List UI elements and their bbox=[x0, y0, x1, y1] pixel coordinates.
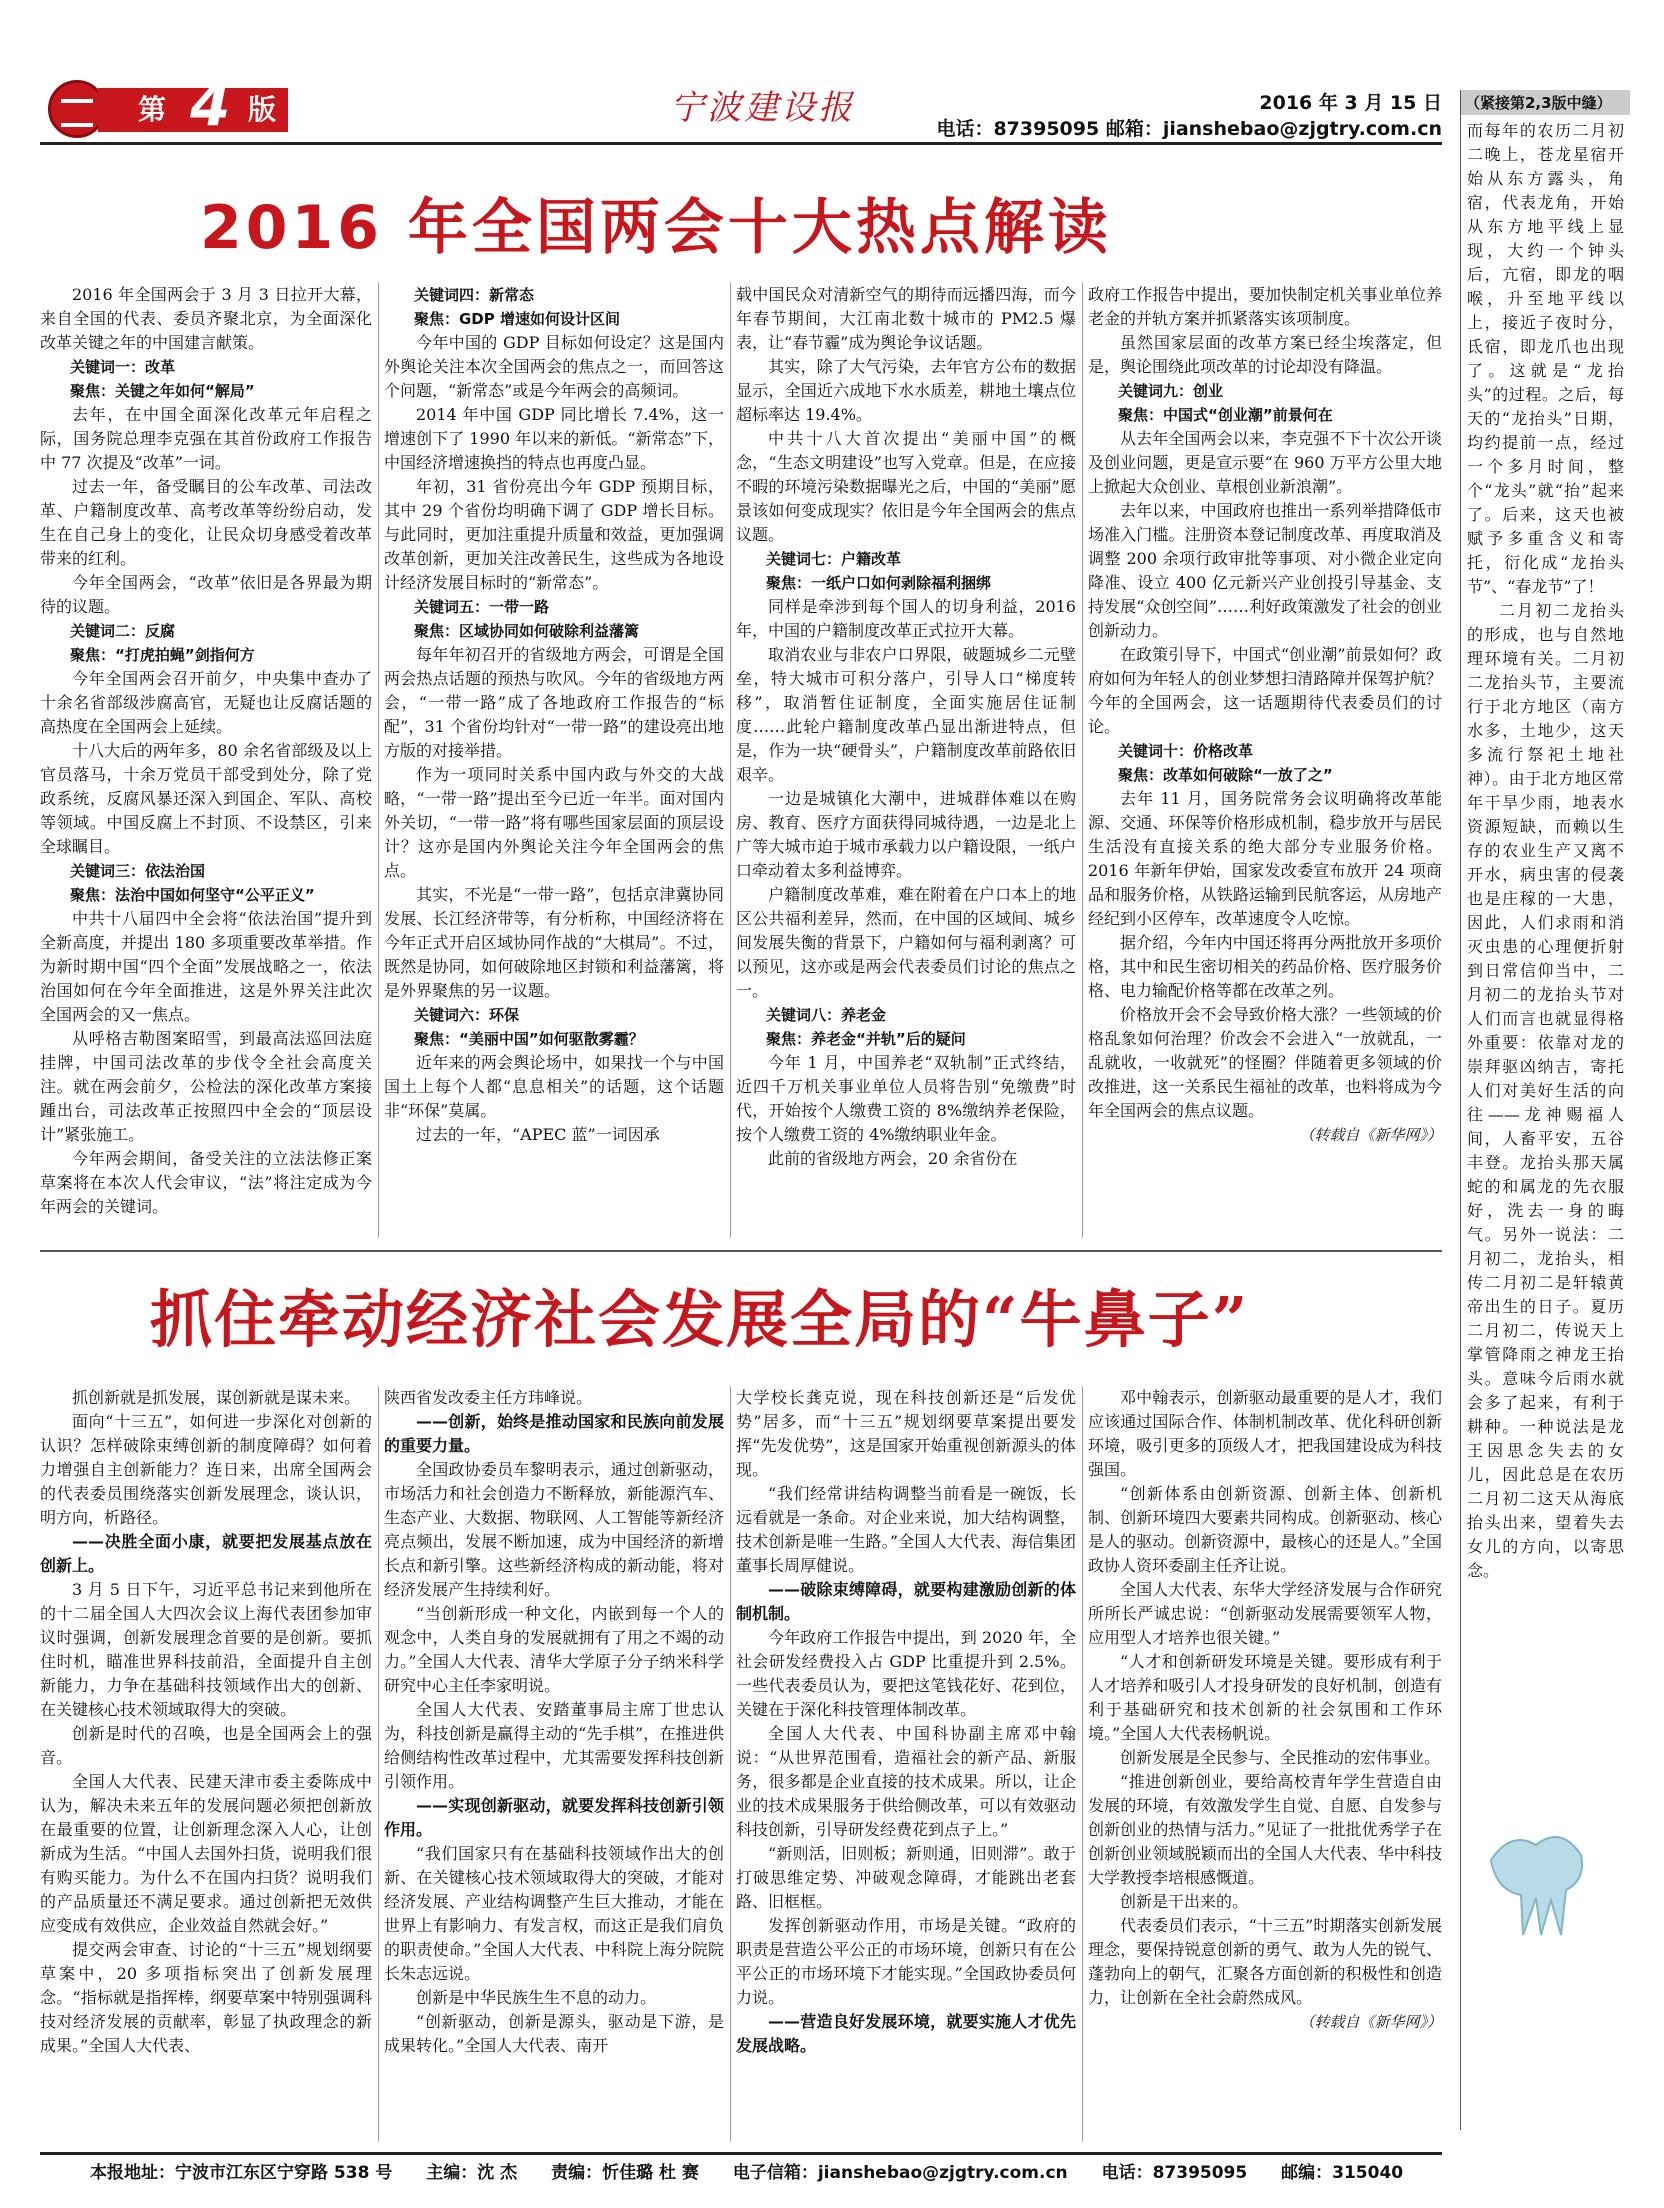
paragraph: “当创新形成一种文化，内嵌到每一个人的观念中，人类自身的发展就拥有了用之不竭的动力。”全国人大代表、清华大学原子分子纳米科学研究中心主任李家明说。 bbox=[384, 1604, 724, 1695]
paragraph: 年初，31 省份亮出今年 GDP 预期目标，其中 29 个省份均明确下调了 GDP 增长目标。与此同时，更加注重提升质量和效益，更加强调改革创新，更加关注改善民生，这些成为各地设计经济发展目标时的“新常态”。 bbox=[384, 477, 724, 592]
article2-column bbox=[736, 1386, 1076, 2146]
article1-column bbox=[736, 283, 1076, 1243]
paragraph: 全国人大代表、中国科协副主席邓中翰说：“从世界范围看，造福社会的新产品、新服务，很多都是企业直接的技术成果。所以，让企业的技术成果服务于供给侧改革，可以有效驱动科技创新，引导研发经费花到点子上。” bbox=[736, 1724, 1076, 1839]
paragraph: 今年全国两会召开前夕，中央集中查办了十余名省部级涉腐高官，无疑也让反腐话题的高热度在全国两会上延续。 bbox=[40, 669, 372, 736]
paragraph: 2016 年全国两会于 3 月 3 日拉开大幕，来自全国的代表、委员齐聚北京，为全面深化改革关键之年的中国建言献策。 bbox=[40, 285, 372, 352]
paragraph: 据介绍，今年内中国还将再分两批放开多项价格，其中和民生密切相关的药品价格、医疗服务价格、电力输配价格等都在改革之列。 bbox=[1088, 933, 1442, 1000]
paragraph: 同样是牵涉到每个国人的切身利益，2016 年，中国的户籍制度改革正式拉开大幕。 bbox=[736, 597, 1076, 640]
paragraph: 一边是城镇化大潮中，进城群体难以在购房、教育、医疗方面获得同城待遇，一边是北上广等大城市迫于城市承载力以户籍设限，一纸户口牵动着太多利益博弈。 bbox=[736, 789, 1076, 880]
paragraph: 去年 11 月，国务院常务会议明确将改革能源、交通、环保等价格形成机制，稳步放开与居民生活没有直接关系的绝大部分专业服务价格。2016 年新年伊始，国家发改委宣布放开 24 项商品和服务价格，从铁路运输到民航客运，从房地产经纪到小区停车，改革速度令人吃惊。 bbox=[1088, 789, 1442, 928]
keyword-heading: 聚焦：法治中国如何坚守“公平正义” bbox=[70, 886, 315, 904]
paragraph: 过去一年，备受瞩目的公车改革、司法改革、户籍制度改革、高考改革等纷纷启动，发生在自己身上的变化，让民众切身感受着改革带来的红利。 bbox=[40, 477, 372, 568]
issue-date: 2016 年 3 月 15 日 bbox=[1259, 92, 1442, 114]
paragraph: 在政策引导下，中国式“创业潮”前景如何？政府如何为年轻人的创业梦想扫清路障并保驾护航？今年的全国两会，这一话题期待代表委员们的讨论。 bbox=[1088, 645, 1442, 736]
page-header bbox=[40, 71, 1442, 140]
paragraph-continued: 载中国民众对清新空气的期待而远播四海，而今年春节期间，大江南北数十城市的 PM2.5 爆表，让“春节霾”成为舆论争议话题。 bbox=[736, 285, 1076, 352]
keyword-heading: 聚焦：改革如何破除“一放了之” bbox=[1118, 766, 1333, 784]
footer-address: 本报地址：宁波市江东区宁穿路 538 号 bbox=[90, 2163, 393, 2183]
paragraph: 面向“十三五”，如何进一步深化对创新的认识？怎样破除束缚创新的制度障碍？如何着力增强自主创新能力？连日来，出席全国两会的代表委员围绕落实创新发展理念，谈认识，明方向，析路径。 bbox=[40, 1412, 372, 1527]
sidebar-column bbox=[1460, 90, 1630, 2130]
header-rule bbox=[40, 142, 1442, 145]
footer-editors: 责编：忻佳璐 杜 赛 bbox=[551, 2163, 699, 2183]
article2-column bbox=[40, 1386, 372, 2146]
paragraph-continued: 陕西省发改委主任方玮峰说。 bbox=[384, 1388, 593, 1407]
paragraph: 提交两会审查、讨论的“十三五”规划纲要草案中，20 多项指标突出了创新发展理念。“指标就是指挥棒，纲要草案中特别强调科技对经济发展的贡献率，彰显了执政理念的新成果。”全国人大代表、 bbox=[40, 1940, 372, 2055]
keyword-heading: 关键词六：环保 bbox=[414, 1006, 520, 1024]
masthead: 宁波建设报 bbox=[670, 88, 855, 128]
keyword-heading: 聚焦：GDP 增速如何设计区间 bbox=[414, 310, 620, 328]
article1-column bbox=[1088, 283, 1442, 1243]
paragraph: 中共十八届四中全会将“依法治国”提升到全新高度，并提出 180 多项重要改革举措。作为新时期中国“四个全面”发展战略之一，依法治国如何在今年全面推进，这是外界关注此次全国两会的又一焦点。 bbox=[40, 909, 372, 1024]
keyword-heading: 聚焦：养老金“并轨”后的疑问 bbox=[766, 1030, 966, 1048]
sidebar-continuation-note: （紧接第2,3版中缝） bbox=[1461, 90, 1630, 115]
paragraph: 去年以来，中国政府也推出一系列举措降低市场准入门槛。注册资本登记制度改革、再度取消及调整 200 余项行政审批等事项、对小微企业定向降准、设立 400 亿元新兴产业创投引导基金、支持发展“众创空间”……利好政策激发了社会的创业创新动力。 bbox=[1088, 501, 1442, 640]
keyword-heading: 关键词二：反腐 bbox=[70, 622, 176, 640]
keyword-heading: 聚焦：关键之年如何“解局” bbox=[70, 382, 255, 400]
footer-postcode: 邮编：315040 bbox=[1281, 2163, 1404, 2183]
paragraph: 2014 年中国 GDP 同比增长 7.4%，这一增速创下了 1990 年以来的新低。“新常态”下，中国经济增速换挡的特点也再度凸显。 bbox=[384, 405, 724, 472]
decorative-splash-icon bbox=[1481, 1820, 1591, 1940]
paragraph: 创新是时代的召唤，也是全国两会上的强音。 bbox=[40, 1724, 372, 1767]
keyword-heading: 关键词八：养老金 bbox=[766, 1006, 887, 1024]
paragraph: 其实，除了大气污染，去年官方公布的数据显示，全国近六成地下水水质差，耕地土壤点位超标率达 19.4%。 bbox=[736, 357, 1076, 424]
paragraph: 今年全国两会，“改革”依旧是各界最为期待的议题。 bbox=[40, 573, 372, 616]
source-credit: （转载自《新华网》） bbox=[1299, 1126, 1442, 1144]
paragraph: 中共十八大首次提出“美丽中国”的概念，“生态文明建设”也写入党章。但是，在应接不暇的环境污染数据曝光之后，中国的“美丽”愿景该如何变成现实？依旧是今年全国两会的焦点议题。 bbox=[736, 429, 1076, 544]
keyword-heading: 关键词五：一带一路 bbox=[414, 598, 550, 616]
keyword-heading: 聚焦：一纸户口如何剥除福利捆绑 bbox=[766, 574, 992, 592]
keyword-heading: 关键词七：户籍改革 bbox=[766, 550, 902, 568]
keyword-heading: 关键词四：新常态 bbox=[414, 286, 535, 304]
paragraph: 创新发展是全民参与、全民推动的宏伟事业。 bbox=[1120, 1748, 1441, 1767]
paragraph: 从呼格吉勒图案昭雪，到最高法巡回法庭挂牌，中国司法改革的步伐令全社会高度关注。就在两会前夕，公检法的深化改革方案接踵出台，司法改革正按照四中全会的“顶层设计”紧张施工。 bbox=[40, 1029, 372, 1144]
column-divider bbox=[1082, 1386, 1083, 2141]
section-heading: ——创新，始终是推动国家和民族向前发展的重要力量。 bbox=[384, 1412, 724, 1455]
paragraph: “新则活，旧则板；新则通，旧则滞”。敢于打破思维定势、冲破观念障碍，才能跳出老套路、旧框框。 bbox=[736, 1844, 1076, 1911]
page-suffix: 版 bbox=[248, 93, 277, 126]
paragraph: 二月初二龙抬头的形成，也与自然地理环境有关。二月初二龙抬头节，主要流行于北方地区（南方水多，土地少，这天多流行祭祀土地社神）。由于北方地区常年干旱少雨，地表水资源短缺，而赖以生存的农业生产又离不开水，病虫害的侵袭也是庄稼的一大患，因此，人们求雨和消灭虫患的心理便折射到日常信仰当中，二月初二的龙抬头节对人们而言也就显得格外重要：依靠对龙的崇拜驱凶纳吉，寄托人们对美好生活的向往——龙神赐福人间，人畜平安，五谷丰登。龙抬头那天属蛇的和属龙的先衣服好，洗去一身的晦气。另外一说法：二月初二，龙抬头，相传二月初二是轩辕黄帝出生的日子。夏历二月初二，传说天上掌管降雨之神龙王抬头。意味今后雨水就会多了起来，有利于耕种。一种说法是龙王因思念失去的女儿，因此总是在农历二月初二这天从海底抬头出来，望着失去女儿的方向，以寄思念。 bbox=[1467, 601, 1624, 1580]
paragraph: 全国人大代表、安踏董事局主席丁世忠认为，科技创新是赢得主动的“先手棋”，在推进供给侧结构性改革过程中，尤其需要发挥科技创新引领作用。 bbox=[384, 1700, 724, 1791]
keyword-heading: 聚焦：中国式“创业潮”前景何在 bbox=[1118, 406, 1333, 424]
article-separator bbox=[40, 1250, 1442, 1252]
paragraph: 虽然国家层面的改革方案已经尘埃落定，但是，舆论围绕此项改革的讨论却没有降温。 bbox=[1088, 333, 1442, 376]
article2-column bbox=[384, 1386, 724, 2146]
paragraph: 今年政府工作报告中提出，到 2020 年，全社会研发经费投入占 GDP 比重提升到 2.5%。一些代表委员认为，要把这笔钱花好、花到位，关键在于深化科技管理体制改革。 bbox=[736, 1628, 1076, 1719]
page-number: 4 bbox=[190, 71, 231, 139]
paragraph: “我们国家只有在基础科技领域作出大的创新、在关键核心技术领域取得大的突破，才能对经济发展、产业结构调整产生巨大推动，才能在世界上有影响力、有发言权，而这正是我们肩负的职责使命。”全国人大代表、中科院上海分院院长朱志远说。 bbox=[384, 1844, 724, 1983]
page-label: 第 bbox=[138, 93, 167, 126]
paragraph: 今年中国的 GDP 目标如何设定？这是国内外舆论关注本次全国两会的焦点之一，而回答这个问题，“新常态”或是今年两会的高频词。 bbox=[384, 333, 724, 400]
keyword-heading: 关键词一：改革 bbox=[70, 358, 176, 376]
paragraph: 每年年初召开的省级地方两会，可谓是全国两会热点话题的预热与吹风。今年的省级地方两会，“一带一路”成了各地政府工作报告的“标配”，31 个省份均针对“一带一路”的建设亮出地方版的对接举措。 bbox=[384, 645, 724, 760]
column-divider bbox=[730, 283, 731, 1238]
footer-chief-editor: 主编：沈 杰 bbox=[426, 2163, 518, 2183]
paragraph: 3 月 5 日下午，习近平总书记来到他所在的十二届全国人大四次会议上海代表团参加审议时强调，创新发展理念首要的是创新。要抓住时机，瞄准世界科技前沿，全面提升自主创新能力，力争在基础科技领域作出大的创新、在关键核心技术领域取得大的突破。 bbox=[40, 1580, 372, 1719]
paragraph: “我们经常讲结构调整当前看是一碗饭，长远看就是一条命。对企业来说，加大结构调整，技术创新是唯一生路。”全国人大代表、海信集团董事长周厚健说。 bbox=[736, 1484, 1076, 1575]
section-heading: ——营造良好发展环境，就要实施人才优先发展战略。 bbox=[736, 2012, 1076, 2055]
paragraph: 其实，不光是“一带一路”，包括京津冀协同发展、长江经济带等，有分析称，中国经济将在今年正式开启区域协同作战的“大棋局”。不过，既然是协同，如何破除地区封锁和利益藩篱，将是外界聚焦的另一议题。 bbox=[384, 885, 724, 1000]
column-divider bbox=[378, 1386, 379, 2141]
paragraph: 代表委员们表示，“十三五”时期落实创新发展理念，要保持锐意创新的勇气、敢为人先的锐气、蓬勃向上的朝气，汇聚各方面创新的积极性和创造力，让创新在全社会蔚然成风。 bbox=[1088, 1916, 1442, 2007]
paragraph: 户籍制度改革难，难在附着在户口本上的地区公共福利差异，然而，在中国的区域间、城乡间发展失衡的背景下，户籍如何与福利剥离？可以预见，这亦或是两会代表委员们讨论的焦点之一。 bbox=[736, 885, 1076, 1000]
paragraph: “推进创新创业，要给高校青年学生营造自由发展的环境，有效激发学生自觉、自愿、自发参与创新创业的热情与活力。”见证了一批批优秀学子在创新创业领域脱颖而出的全国人大代表、华中科技大学教授李培根感慨道。 bbox=[1088, 1772, 1442, 1887]
column-divider bbox=[1082, 283, 1083, 1238]
source-credit: （转载自《新华网》） bbox=[1299, 2013, 1442, 2031]
paragraph: 邓中翰表示，创新驱动最重要的是人才，我们应该通过国际合作、体制机制改革、优化科研创新环境，吸引更多的顶级人才，把我国建设成为科技强国。 bbox=[1088, 1388, 1442, 1479]
contact-info: 电话：87395095 邮箱：jianshebao@zjgtry.com.cn bbox=[936, 118, 1442, 140]
paragraph-continued: 而每年的农历二月初二晚上，苍龙星宿开始从东方露头，角宿，代表龙角，开始从东方地平线上显现，大约一个钟头后，亢宿，即龙的咽喉，升至地平线以上，接近子夜时分，氐宿，即龙爪也出现了。这就是“龙抬头”的过程。之后，每天的“龙抬头”日期，均约提前一点，经过一个多月时间，整个“龙头”就“抬”起来了。后来，这天也被赋予多重含义和寄托，衍化成“龙抬头节”、“春龙节”了！ bbox=[1467, 121, 1624, 596]
paragraph: “创新驱动，创新是源头，驱动是下游，是成果转化。”全国人大代表、南开 bbox=[384, 2012, 724, 2055]
keyword-heading: 聚焦：“美丽中国”如何驱散雾霾？ bbox=[414, 1030, 644, 1048]
page-footer bbox=[40, 2152, 1442, 2192]
keyword-heading: 关键词三：依法治国 bbox=[70, 862, 206, 880]
paragraph: 价格放开会不会导致价格大涨？一些领域的价格乱象如何治理？价改会不会进入“一放就乱，一乱就收，一收就死”的怪圈？伴随着更多领域的价改推进，这一关系民生福祉的改革，也料将成为今年全国两会的焦点议题。 bbox=[1088, 1005, 1442, 1120]
footer-email: 电子信箱：jianshebao@zjgtry.com.cn bbox=[732, 2163, 1068, 2183]
paragraph: 全国人大代表、民建天津市委主委陈成中认为，解决未来五年的发展问题必须把创新放在最重要的位置，让创新理念深入人心，让创新成为生活。“中国人去国外扫货，说明我们很有购买能力。为什么不在国内扫货？说明我们的产品质量还不满足要求。通过创新把无效供应变成有效供应，企业效益自然就会好。” bbox=[40, 1772, 372, 1935]
paragraph: 今年 1 月，中国养老“双轨制”正式终结，近四千万机关事业单位人员将告别“免缴费”时代，开始按个人缴费工资的 8%缴纳养老保险，按个人缴费工资的 4%缴纳职业年金。 bbox=[736, 1053, 1076, 1144]
paragraph: “人才和创新研发环境是关键。要形成有利于人才培养和吸引人才投身研发的良好机制，创造有利于基础研究和技术创新的社会氛围和工作环境。”全国人大代表杨帆说。 bbox=[1088, 1652, 1442, 1743]
paragraph: 抓创新就是抓发展，谋创新就是谋未来。 bbox=[72, 1388, 361, 1407]
section-heading: ——实现创新驱动，就要发挥科技创新引领作用。 bbox=[384, 1796, 724, 1839]
paragraph-continued: 大学校长龚克说，现在科技创新还是“后发优势”居多，而“十三五”规划纲要草案提出要发挥“先发优势”，这是国家开始重视创新源头的体现。 bbox=[736, 1388, 1076, 1479]
sidebar-body bbox=[1461, 119, 1630, 1583]
section-heading: ——决胜全面小康，就要把发展基点放在创新上。 bbox=[40, 1532, 372, 1575]
paragraph: 过去的一年，“APEC 蓝”一词因承 bbox=[416, 1125, 660, 1144]
keyword-heading: 关键词十：价格改革 bbox=[1118, 742, 1254, 760]
paragraph-continued: 政府工作报告中提出，要加快制定机关事业单位养老金的并轨方案并抓紧落实该项制度。 bbox=[1088, 285, 1442, 328]
paragraph: 作为一项同时关系中国内政与外交的大战略，“一带一路”提出至今已近一年半。面对国内外关切，“一带一路”将有哪些国家层面的顶层设计？这亦是国内外舆论关注今年全国两会的焦点。 bbox=[384, 765, 724, 880]
page-number-banner bbox=[98, 71, 288, 139]
paragraph: 今年两会期间，备受关注的立法法修正案草案将在本次人代会审议，“法”将注定成为今年两会的关键词。 bbox=[40, 1149, 372, 1216]
keyword-heading: 聚焦：区域协同如何破除利益藩篱 bbox=[414, 622, 640, 640]
article2-title: 抓住牵动经济社会发展全局的“牛鼻子” bbox=[150, 1283, 1250, 1356]
paragraph: 从去年全国两会以来，李克强不下十次公开谈及创业问题，更是宣示要“在 960 万平方公里大地上掀起大众创业、草根创业新浪潮”。 bbox=[1088, 429, 1442, 496]
article1-column bbox=[384, 283, 724, 1243]
paragraph: 创新是干出来的。 bbox=[1120, 1892, 1249, 1911]
paragraph: 创新是中华民族生生不息的动力。 bbox=[416, 1988, 657, 2007]
section-heading: ——破除束缚障碍，就要构建激励创新的体制机制。 bbox=[736, 1580, 1076, 1623]
paragraph: 十八大后的两年多，80 余名省部级及以上官员落马，十余万党员干部受到处分，除了党政系统，反腐风暴还深入到国企、军队、高校等领域。中国反腐上不封顶、不设禁区，引来全球瞩目。 bbox=[40, 741, 372, 856]
paragraph: 近年来的两会舆论场中，如果找一个与中国国土上每个人都“息息相关”的话题，这个话题非“环保”莫属。 bbox=[384, 1053, 724, 1120]
column-divider bbox=[730, 1386, 731, 2141]
paragraph: 全国人大代表、东华大学经济发展与合作研究所所长严诚忠说：“创新驱动发展需要领军人物，应用型人才培养也很关键。” bbox=[1088, 1580, 1442, 1647]
article1-title: 2016 年全国两会十大热点解读 bbox=[200, 193, 1112, 263]
paragraph: 此前的省级地方两会，20 余省份在 bbox=[768, 1149, 1018, 1168]
article2-column bbox=[1088, 1386, 1442, 2146]
paragraph: “创新体系由创新资源、创新主体、创新机制、创新环境四大要素共同构成。创新驱动、核心是人的驱动。创新资源中，最核心的还是人。”全国政协人资环委副主任齐让说。 bbox=[1088, 1484, 1442, 1575]
column-divider bbox=[378, 283, 379, 1238]
paragraph: 发挥创新驱动作用，市场是关键。“政府的职责是营造公平公正的市场环境，创新只有在公平公正的市场环境下才能实现。”全国政协委员何力说。 bbox=[736, 1916, 1076, 2007]
keyword-heading: 关键词九：创业 bbox=[1118, 382, 1224, 400]
paragraph: 全国政协委员车黎明表示，通过创新驱动，市场活力和社会创造力不断释放，新能源汽车、生态产业、大数据、物联网、人工智能等新经济亮点频出，发展不断加速，成为中国经济的新增长点和新引擎。这些新经济构成的新动能，将对经济发展产生持续利好。 bbox=[384, 1460, 724, 1599]
footer-phone: 电话：87395095 bbox=[1101, 2163, 1248, 2183]
keyword-heading: 聚焦：“打虎拍蝇”剑指何方 bbox=[70, 646, 255, 664]
article1-column bbox=[40, 283, 372, 1243]
paragraph: 取消农业与非农户口界限，破题城乡二元壁垒，特大城市可积分落户，引导人口“梯度转移”，取消暂住证制度，全面实施居住证制度……此轮户籍制度改革凸显出渐进特点，但是，作为一块“硬骨头”，户籍制度改革前路依旧艰辛。 bbox=[736, 645, 1076, 784]
paragraph: 去年，在中国全面深化改革元年启程之际，国务院总理李克强在其首份政府工作报告中 77 次提及“改革”一词。 bbox=[40, 405, 372, 472]
